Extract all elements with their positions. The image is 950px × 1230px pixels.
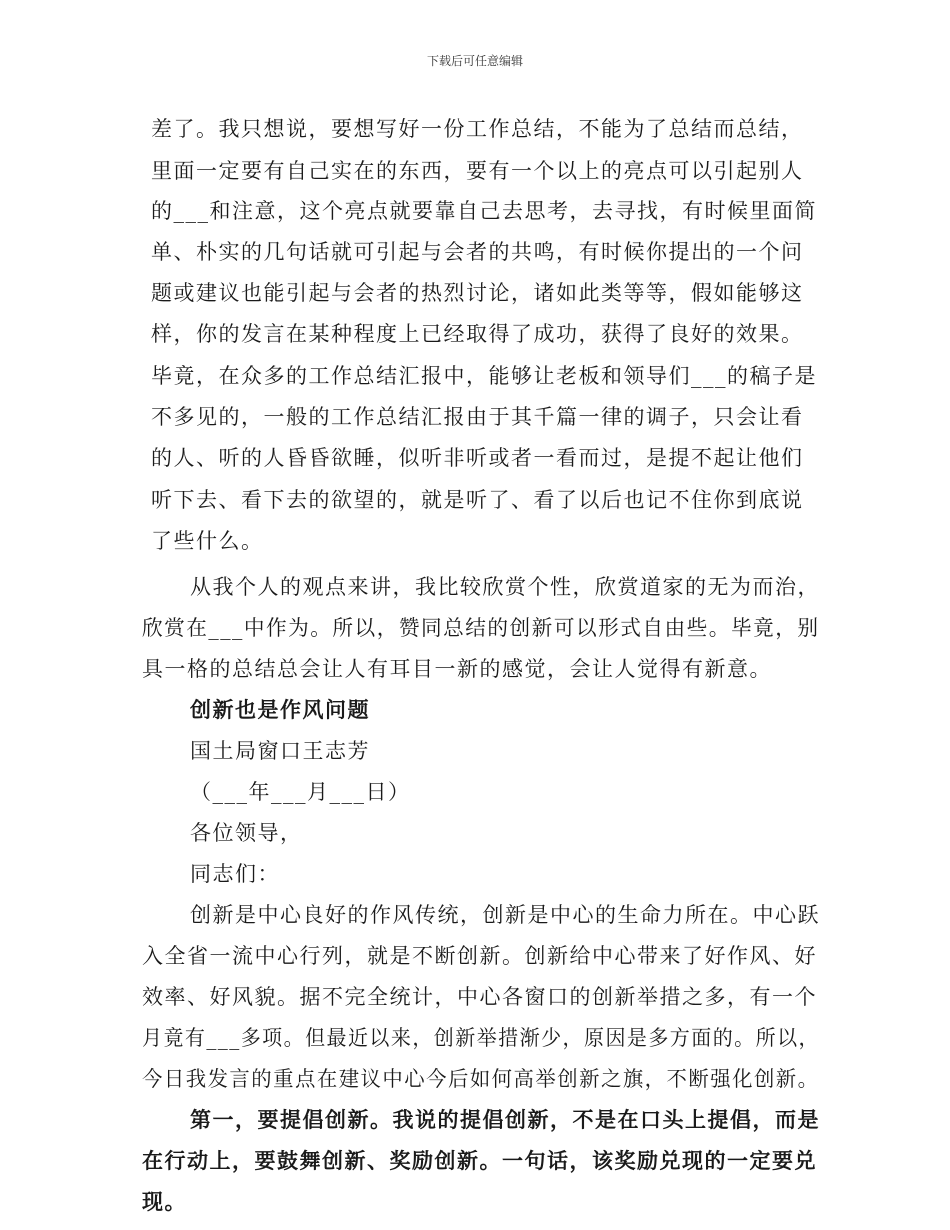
text-line: 不多见的，一般的工作总结汇报由于其千篇一律的调子，只会让看 (151, 405, 804, 429)
text-line: 样，你的发言在某种程度上已经取得了成功，获得了良好的效果。 (151, 322, 804, 346)
text-line: 题或建议也能引起与会者的热烈讨论，诸如此类等等，假如能够这 (151, 281, 804, 305)
text-line: 听下去、看下去的欲望的，就是听了、看了以后也记不住你到底说 (151, 488, 804, 512)
text-line: 入全省一流中心行列，就是不断创新。创新给中心带来了好作风、好 (142, 944, 817, 968)
text-line-bold: 第一，要提倡创新。我说的提倡创新，不是在口头上提倡，而是 (190, 1107, 820, 1132)
text-line: 的___和注意，这个亮点就要靠自己去思考，去寻找，有时候里面简 (151, 199, 817, 223)
salutation-line: 各位领导， (190, 821, 303, 845)
salutation-line: 同志们： (190, 862, 280, 886)
text-line: 今日我发言的重点在建议中心今后如何高举创新之旗，不断强化创新。 (142, 1067, 820, 1091)
text-line: 效率、好风貌。据不完全统计，中心各窗口的创新举措之多，有一个 (142, 985, 817, 1009)
text-line-bold: 在行动上，要鼓舞创新、奖励创新。一句话，该奖励兑现的一定要兑 (142, 1148, 817, 1173)
text-line: 差了。我只想说，要想写好一份工作总结，不能为了总结而总结， (151, 117, 804, 141)
date-line: （___年___月___日） (190, 780, 411, 804)
section-title: 创新也是作风问题 (190, 697, 370, 722)
text-line: 毕竟，在众多的工作总结汇报中，能够让老板和领导们___的稿子是 (151, 364, 817, 388)
text-line: 创新是中心良好的作风传统，创新是中心的生命力所在。中心跃 (190, 903, 820, 927)
text-line-bold: 现。 (142, 1189, 187, 1214)
text-line: 月竟有___多项。但最近以来，创新举措渐少，原因是多方面的。所以， (142, 1026, 820, 1050)
text-line: 单、朴实的几句话就可引起与会者的共鸣，有时候你提出的一个问 (151, 240, 804, 264)
text-line: 的人、听的人昏昏欲睡，似听非听或者一看而过，是提不起让他们 (151, 446, 804, 470)
text-line: 了些什么。 (151, 529, 264, 553)
text-line: 具一格的总结总会让人有耳目一新的感觉，会让人觉得有新意。 (142, 657, 772, 681)
text-line: 欣赏在___中作为。所以，赞同总结的创新可以形式自由些。毕竟，别 (142, 616, 820, 640)
page-header: 下载后可任意编辑 (426, 54, 523, 68)
text-line: 从我个人的观点来讲，我比较欣赏个性，欣赏道家的无为而治， (190, 575, 820, 599)
text-line: 里面一定要有自己实在的东西，要有一个以上的亮点可以引起别人 (151, 159, 804, 183)
author-line: 国土局窗口王志芳 (190, 739, 370, 763)
